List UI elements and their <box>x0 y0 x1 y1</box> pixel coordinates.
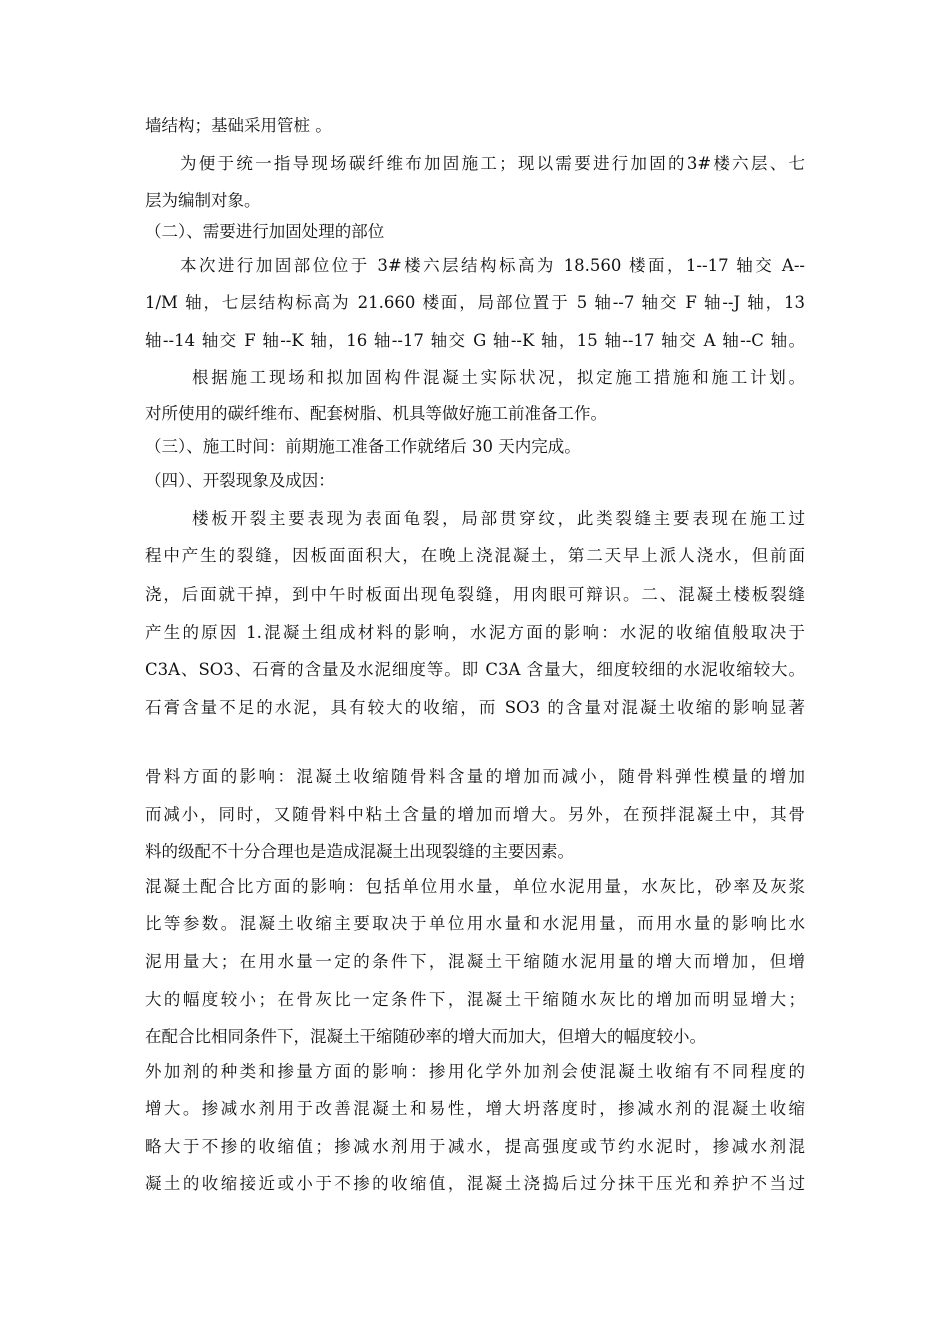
text-line: 程中产生的裂缝，因板面面积大，在晚上浇混凝土，第二天早上派人浇水，但前面 <box>145 546 805 565</box>
text-line: 增大。掺减水剂用于改善混凝土和易性，增大坍落度时，掺减水剂的混凝土收缩 <box>145 1099 805 1118</box>
text-line: 混凝土配合比方面的影响：包括单位用水量，单位水泥用量，水灰比，砂率及灰浆 <box>145 877 805 896</box>
text-line: 在配合比相同条件下，混凝土干缩随砂率的增大而加大，但增大的幅度较小。 <box>145 1027 706 1046</box>
paragraph-line: 为便于统一指导现场碳纤维布加固施工；现以需要进行加固的3#楼六层、七 <box>180 154 805 173</box>
section-heading: （四）、开裂现象及成因： <box>145 471 335 490</box>
paragraph-line: 楼板开裂主要表现为表面龟裂，局部贯穿纹，此类裂缝主要表现在施工过 <box>192 509 805 528</box>
text-line: 泥用量大；在用水量一定的条件下，混凝土干缩随水泥用量的增大而增加，但增 <box>145 952 805 971</box>
text-line: 骨料方面的影响：混凝土收缩随骨料含量的增加而减小，随骨料弹性模量的增加 <box>145 767 805 786</box>
text-line: 墙结构；基础采用管桩 。 <box>145 116 332 135</box>
text-line: 层为编制对象。 <box>145 191 261 210</box>
text-line: 而减小，同时，又随骨料中粘土含量的增加而增大。另外，在预拌混凝土中，其骨 <box>145 805 805 824</box>
text-line: 凝土的收缩接近或小于不掺的收缩值，混凝土浇捣后过分抹干压光和养护不当过 <box>145 1174 805 1193</box>
paragraph-line: 本次进行加固部位位于 3#楼六层结构标高为 18.560 楼面，1--17 轴交 A-- <box>180 256 805 275</box>
text-line: 料的级配不十分合理也是造成混凝土出现裂缝的主要因素。 <box>145 842 574 861</box>
text-line: 外加剂的种类和掺量方面的影响：掺用化学外加剂会使混凝土收缩有不同程度的 <box>145 1062 805 1081</box>
text-line: 比等参数。混凝土收缩主要取决于单位用水量和水泥用量，而用水量的影响比水 <box>145 914 805 933</box>
text-line: 石膏含量不足的水泥，具有较大的收缩，而 SO3 的含量对混凝土收缩的影响显著 <box>145 698 805 717</box>
text-line: 对所使用的碳纤维布、配套树脂、机具等做好施工前准备工作。 <box>145 404 607 423</box>
text-line: C3A、SO3、石膏的含量及水泥细度等。即 C3A 含量大，细度较细的水泥收缩较大。 <box>145 660 805 679</box>
text-line: 略大于不掺的收缩值；掺减水剂用于减水，提高强度或节约水泥时，掺减水剂混 <box>145 1137 805 1156</box>
paragraph-line: 根据施工现场和拟加固构件混凝土实际状况，拟定施工措施和施工计划。 <box>192 368 805 387</box>
section-heading: （二）、需要进行加固处理的部位 <box>145 222 385 241</box>
text-line: 浇，后面就干掉，到中午时板面出现龟裂缝，用肉眼可辩识。二、混凝土楼板裂缝 <box>145 585 805 604</box>
section-heading: （三）、施工时间：前期施工准备工作就绪后 30 天内完成。 <box>145 437 581 456</box>
text-line: 产生的原因 1.混凝土组成材料的影响，水泥方面的影响：水泥的收缩值般取决于 <box>145 623 805 642</box>
text-line: 大的幅度较小；在骨灰比一定条件下，混凝土干缩随水灰比的增加而明显增大； <box>145 990 805 1009</box>
text-line: 1/M 轴，七层结构标高为 21.660 楼面，局部位置于 5 轴--7 轴交 F 轴--J 轴，13 <box>145 293 805 312</box>
text-line: 轴--14 轴交 F 轴--K 轴，16 轴--17 轴交 G 轴--K 轴，15 轴--17 轴交 A 轴--C 轴。 <box>145 331 805 350</box>
